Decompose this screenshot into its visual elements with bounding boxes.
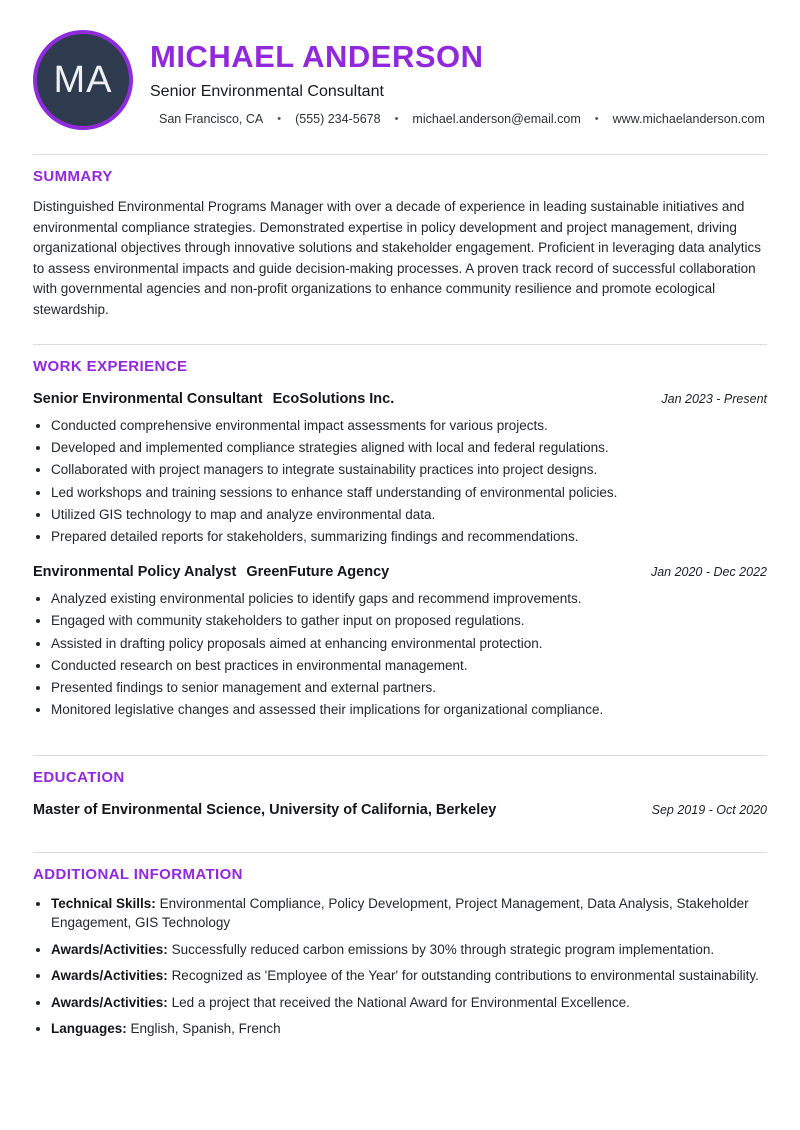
job-title: Environmental Policy Analyst [33,564,237,581]
avatar-initials: MA [53,58,113,101]
contact-separator: • [394,113,399,126]
additional-info-text: Successfully reduced carbon emissions by 30% through strategic program implementation. [171,941,715,957]
job-bullet: • Conducted comprehensive environmental impact assessments for various projects. [51,415,767,437]
additional-info-text: Led a project that received the National Award for Environmental Excellence. [171,994,630,1010]
spacer [33,818,767,828]
additional-info-label: Awards/Activities: [51,994,168,1010]
job-company: EcoSolutions Inc. [272,391,395,407]
summary-heading: SUMMARY [33,168,113,185]
additional-info-heading: ADDITIONAL INFORMATION [33,866,243,884]
education-degree: Master of Environmental Science, University of California, Berkeley [33,802,497,819]
additional-info-list [33,894,767,1038]
job-bullet: • Engaged with community stakeholders to gather input on proposed regulations. [51,610,767,632]
job-dates: Jan 2023 - Present [661,392,767,406]
additional-info-label: Technical Skills: [51,896,156,912]
additional-info-text: English, Spanish, French [130,1021,281,1037]
job-bullet-list [33,588,767,721]
job-bullet: • Presented findings to senior management and external partners. [51,677,767,699]
contact-email: michael.anderson@email.com [412,112,581,127]
job-bullet: • Developed and implemented compliance strategies aligned with local and federal regulations. [51,437,767,459]
avatar [33,30,133,130]
job-bullet-list [33,415,767,548]
job-entry-header [33,564,767,580]
contact-separator: • [277,113,282,126]
education-entry [33,802,767,818]
job-bullet: • Assisted in drafting policy proposals aimed at enhancing environmental protection. [51,633,767,655]
job-title-line [33,391,394,407]
additional-info-label: Languages: [51,1021,127,1037]
job-bullet: • Led workshops and training sessions to enhance staff understanding of environmental policies. [51,482,767,504]
additional-info-item [51,940,767,959]
job-dates: Jan 2020 - Dec 2022 [650,565,767,580]
section-divider [33,755,767,756]
contact-line [159,112,765,126]
spacer [33,721,767,731]
person-job-title: Senior Environmental Consultant [150,83,384,101]
job-entry-header [33,391,767,407]
contact-phone: (555) 234-5678 [295,112,381,127]
job-title-line [33,564,389,580]
additional-info-text: Environmental Compliance, Policy Development, Project Management, Data Analysis, Stakeholder Engagement, GIS Technology [51,896,749,931]
additional-info-label: Awards/Activities: [51,941,168,957]
job-bullet: • Utilized GIS technology to map and analyze environmental data. [51,504,767,526]
job-bullet: • Collaborated with project managers to integrate sustainability practices into project designs. [51,459,767,481]
job-bullet: • Conducted research on best practices in environmental management. [51,655,767,677]
education-heading: EDUCATION [33,769,125,787]
job-bullet: • Monitored legislative changes and assessed their implications for organizational compliance. [51,699,767,721]
section-divider [33,852,767,853]
additional-info-item [51,1019,767,1038]
job-company: GreenFuture Agency [246,564,390,581]
section-divider [33,344,767,345]
contact-website: www.michaelanderson.com [612,112,765,127]
job-bullet: • Analyzed existing environmental policies to identify gaps and recommend improvements. [51,588,767,610]
work-experience-heading: WORK EXPERIENCE [33,358,188,375]
header-text [150,28,765,126]
job-title: Senior Environmental Consultant [33,391,263,407]
contact-location: San Francisco, CA [159,112,264,127]
job-bullet: • Prepared detailed reports for stakeholders, summarizing findings and recommendations. [51,526,767,548]
additional-info-text: Recognized as 'Employee of the Year' for outstanding contributions to environmental sustainability. [171,968,759,984]
additional-info-item [51,894,767,932]
education-dates: Sep 2019 - Oct 2020 [651,803,767,818]
page-title: MICHAEL ANDERSON [150,39,484,74]
contact-separator: • [594,113,599,126]
additional-info-label: Awards/Activities: [51,968,168,984]
additional-info-item [51,966,767,985]
additional-info-item [51,993,767,1012]
section-divider [33,154,767,155]
resume-header [33,28,767,130]
summary-text: Distinguished Environmental Programs Manager with over a decade of experience in leading sustainable initiatives and environmental compliance strategies. Demonstrated expertise in policy development and project management, driving organizational objectives through innovative solutions and stakeholder engagement. Proficient in leveraging data analytics to assess environmental impacts and guide decision-making processes. A proven track record of successful collaboration with governmental agencies and non-profit organizations to enhance community resilience and promote ecological stewardship. [33,199,761,317]
